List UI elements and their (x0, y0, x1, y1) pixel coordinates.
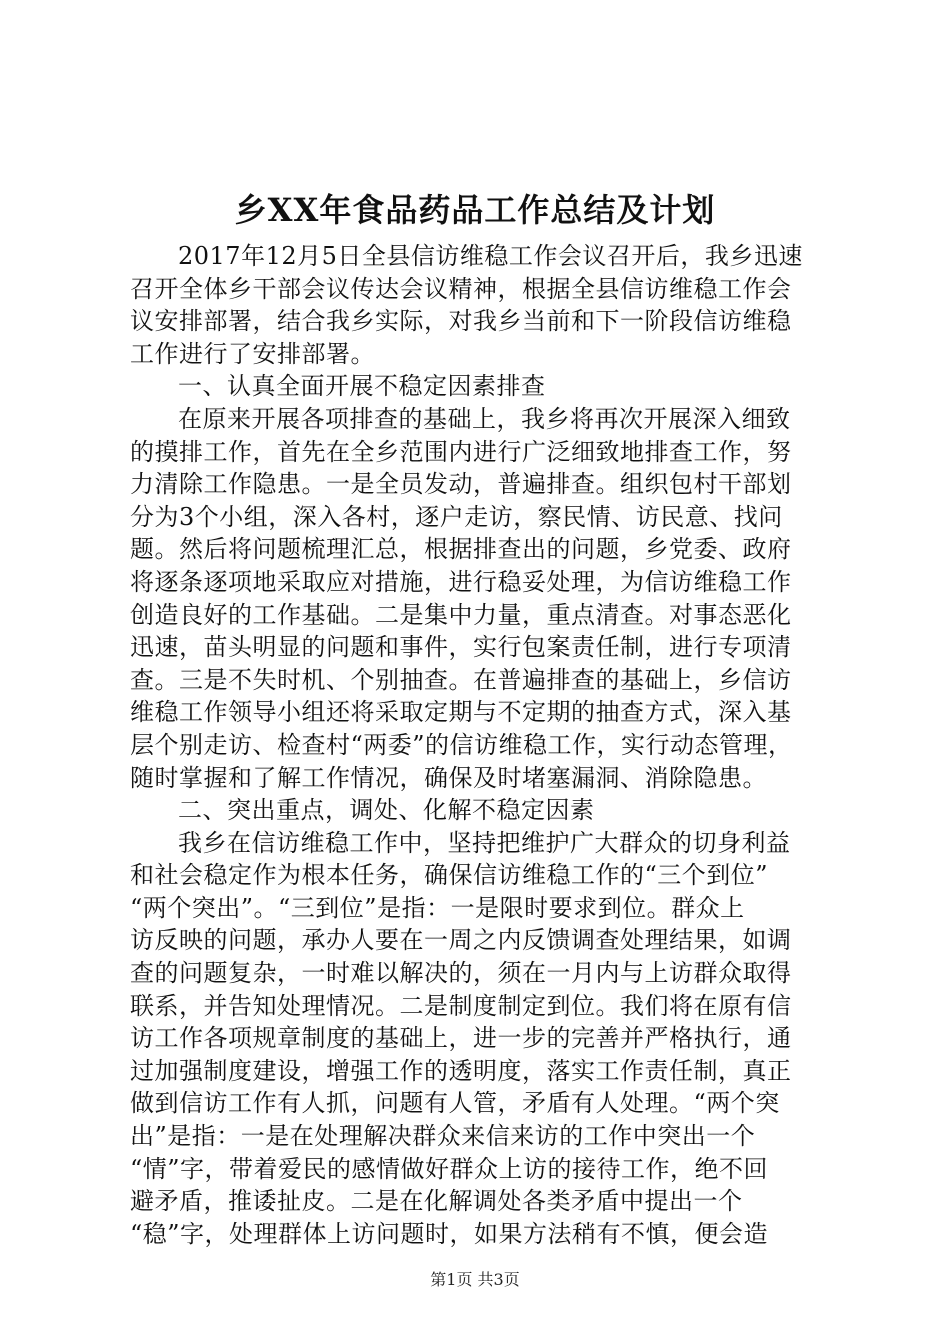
paragraph-line: 题。然后将问题梳理汇总，根据排查出的问题，乡党委、政府 (130, 535, 792, 564)
paragraph-line: 层个别走访、检查村“两委”的信访维稳工作，实行动态管理， (130, 730, 793, 759)
paragraph-line: 分为3个小组，深入各村，逐户走访，察民情、访民意、找问 (130, 502, 783, 531)
paragraph-line: 我乡在信访维稳工作中，坚持把维护广大群众的切身利益 (178, 828, 791, 857)
document-body (130, 240, 840, 1250)
paragraph-line: 在原来开展各项排查的基础上，我乡将再次开展深入细致 (178, 404, 791, 433)
paragraph-line: “稳”字，处理群体上访问题时，如果方法稍有不慎，便会造 (130, 1219, 769, 1248)
paragraph-line: 维稳工作领导小组还将采取定期与不定期的抽查方式，深入基 (130, 698, 792, 727)
paragraph-line: 查。三是不失时机、个别抽查。在普遍排查的基础上，乡信访 (130, 665, 792, 694)
paragraph-line: “两个突出”。“三到位”是指：一是限时要求到位。群众上 (130, 893, 745, 922)
paragraph-line: 过加强制度建设，增强工作的透明度，落实工作责任制，真正 (130, 1056, 792, 1085)
paragraph-line: 访反映的问题，承办人要在一周之内反馈调查处理结果，如调 (130, 926, 792, 955)
paragraph-line: 做到信访工作有人抓，问题有人管，矛盾有人处理。“两个突 (130, 1089, 780, 1118)
document-title: 乡XX年食品药品工作总结及计划 (234, 191, 716, 229)
paragraph-line: 召开全体乡干部会议传达会议精神，根据全县信访维稳工作会 (130, 274, 792, 303)
paragraph-line: “情”字，带着爱民的感情做好群众上访的接待工作，绝不回 (130, 1154, 769, 1183)
paragraph-line: 工作进行了安排部署。 (130, 339, 375, 368)
paragraph-line: 2017年12月5日全县信访维稳工作会议召开后，我乡迅速 (178, 242, 803, 270)
paragraph-line: 将逐条逐项地采取应对措施，进行稳妥处理，为信访维稳工作 (130, 567, 792, 596)
paragraph-line: 的摸排工作，首先在全乡范围内进行广泛细致地排查工作，努 (130, 437, 792, 466)
paragraph-line: 联系，并告知处理情况。二是制度制定到位。我们将在原有信 (130, 991, 792, 1020)
paragraph-line: 力清除工作隐患。一是全员发动，普遍排查。组织包村干部划 (130, 470, 792, 499)
paragraph-line: 出”是指：一是在处理解决群众来信来访的工作中突出一个 (130, 1122, 756, 1151)
paragraph-line: 创造良好的工作基础。二是集中力量，重点清查。对事态恶化 (130, 600, 792, 629)
section-heading: 一、认真全面开展不稳定因素排查 (178, 372, 546, 401)
paragraph-line: 随时掌握和了解工作情况，确保及时堵塞漏洞、消除隐患。 (130, 763, 767, 792)
paragraph-line: 迅速，苗头明显的问题和事件，实行包案责任制，进行专项清 (130, 633, 792, 662)
section-heading: 二、突出重点，调处、化解不稳定因素 (178, 796, 595, 825)
paragraph-line: 避矛盾，推诿扯皮。二是在化解调处各类矛盾中提出一个 (130, 1187, 743, 1216)
paragraph-line: 议安排部署，结合我乡实际，对我乡当前和下一阶段信访维稳 (130, 307, 792, 336)
paragraph-line: 和社会稳定作为根本任务，确保信访维稳工作的“三个到位” (130, 861, 769, 890)
paragraph-line: 访工作各项规章制度的基础上，进一步的完善并严格执行，通 (130, 1024, 792, 1053)
paragraph-line: 查的问题复杂，一时难以解决的，须在一月内与上访群众取得 (130, 959, 792, 988)
page-footer: 第1页 共3页 (430, 1270, 520, 1289)
